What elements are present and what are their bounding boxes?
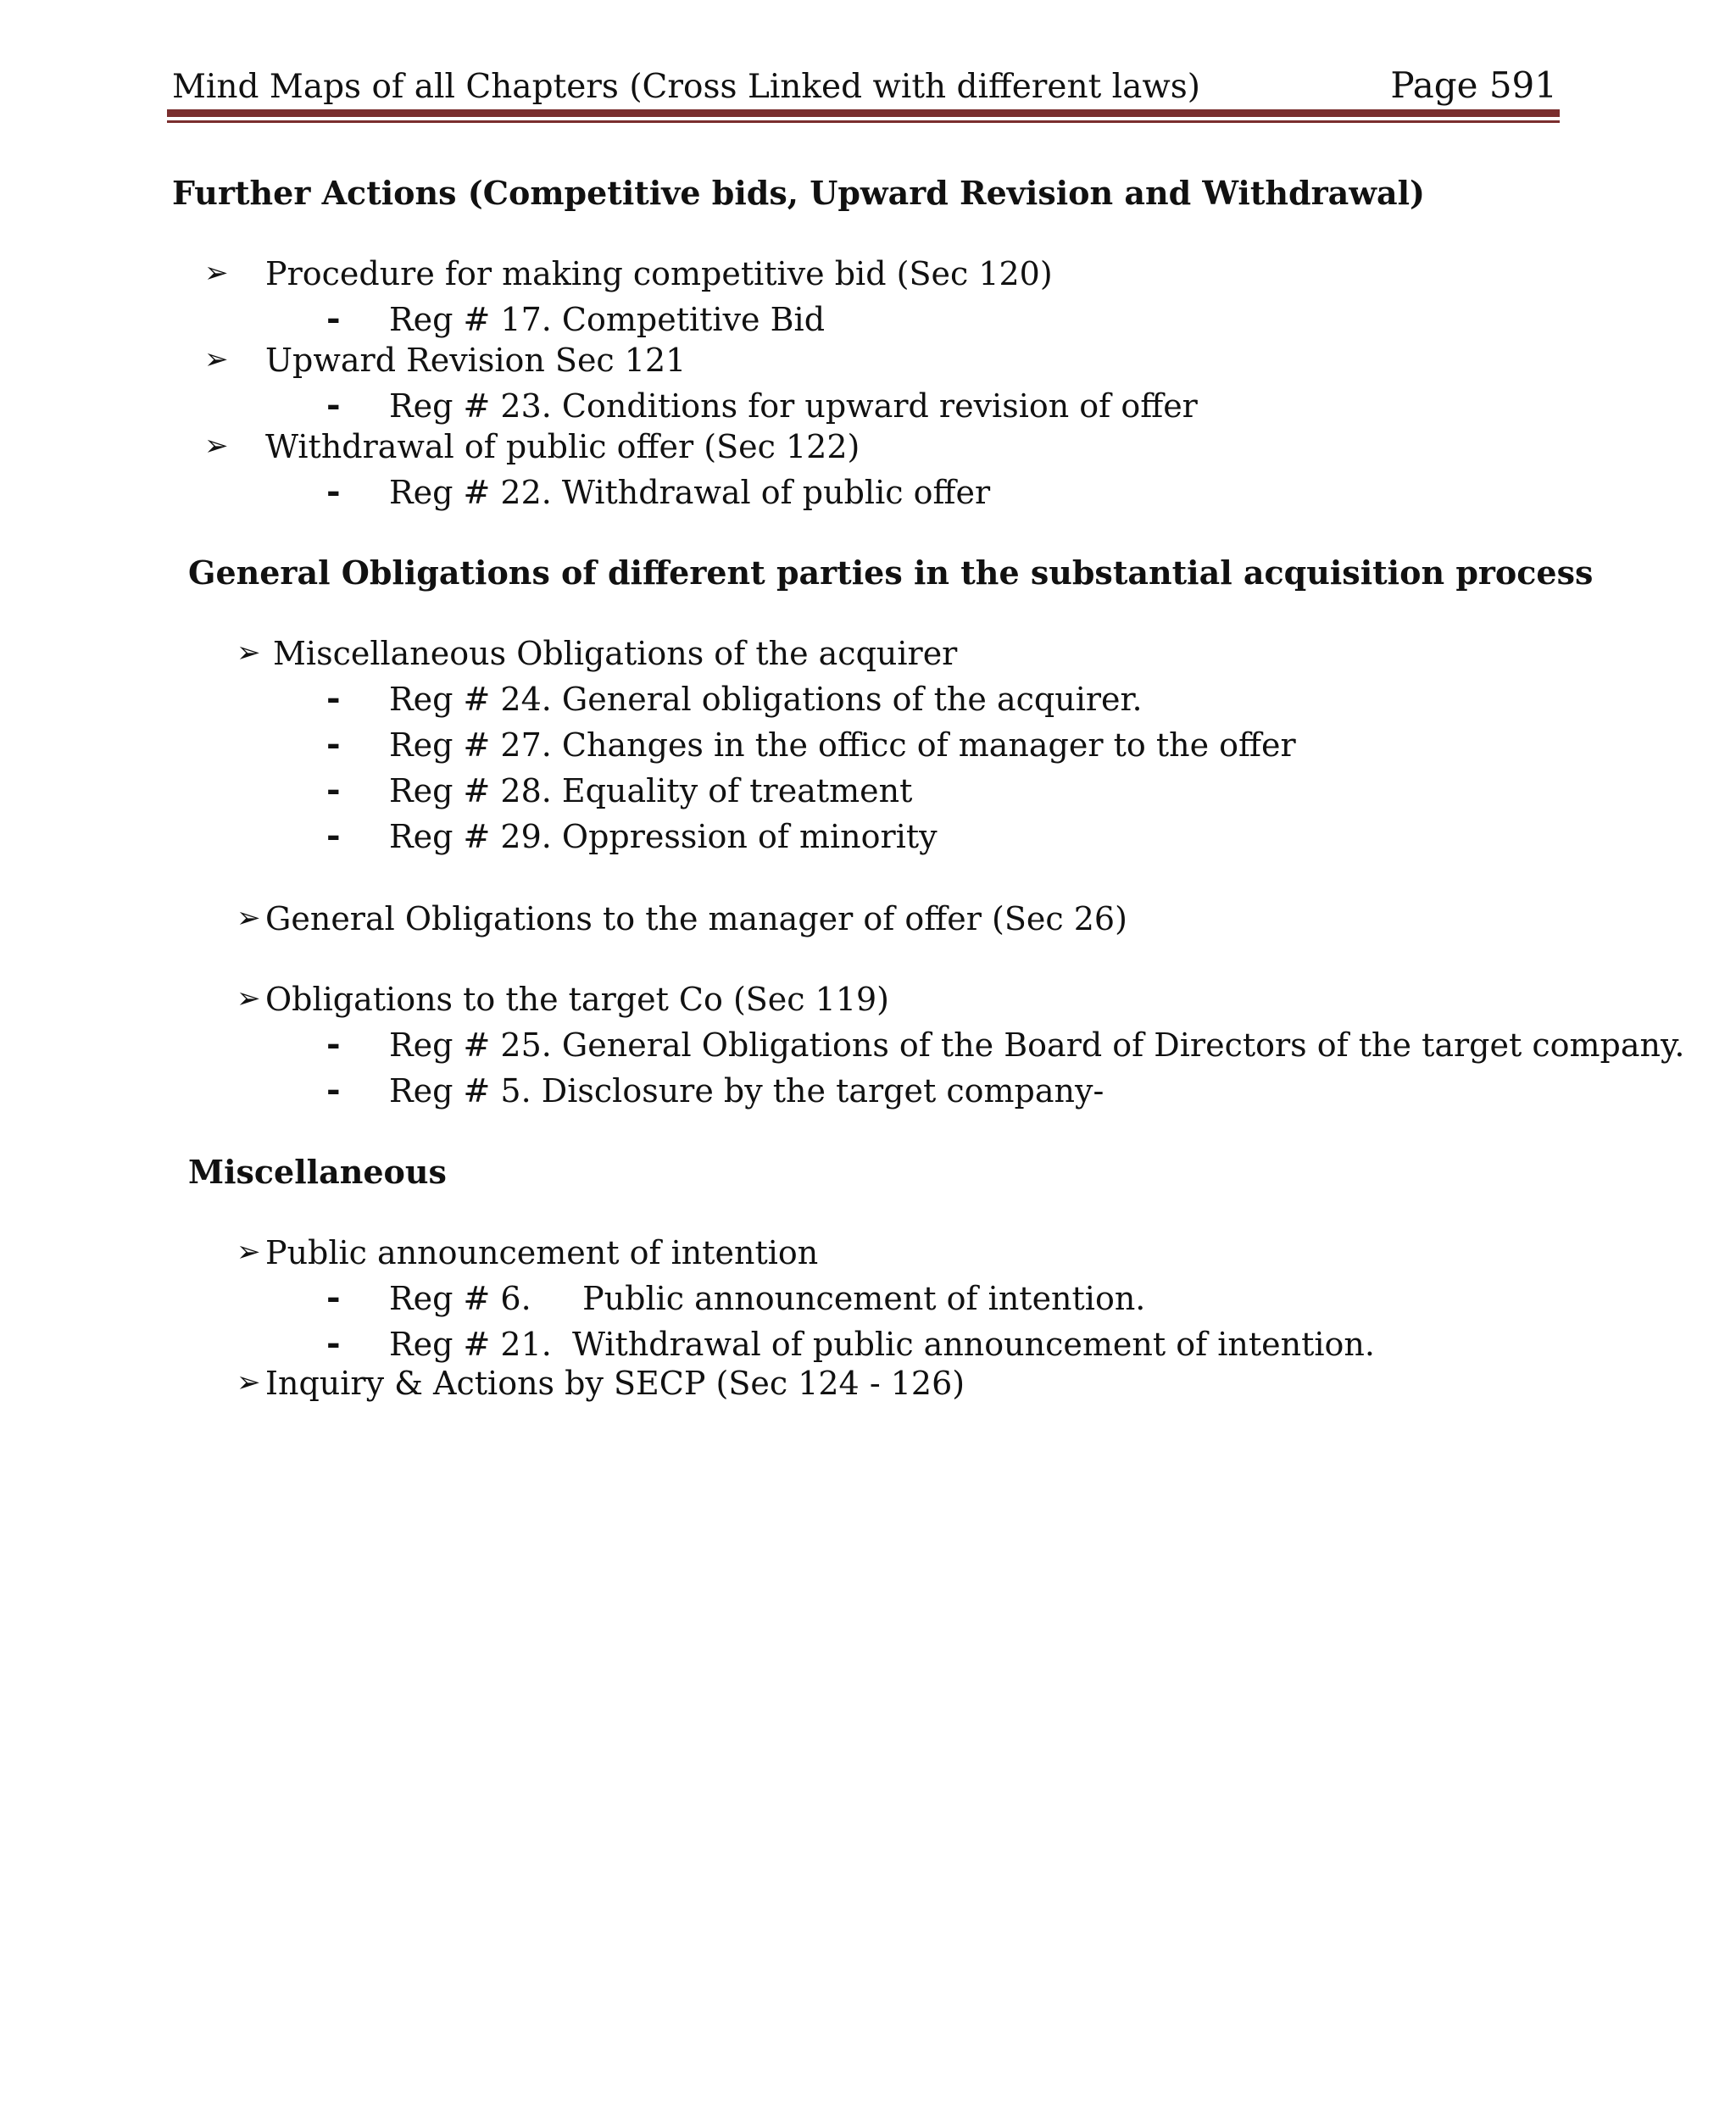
sub-list-item: Reg # 23. Conditions for upward revision of offer <box>389 387 1198 425</box>
dash-bullet-icon: - <box>326 1323 341 1363</box>
header-rule-thick <box>167 109 1560 117</box>
list-item: General Obligations to the manager of offer (Sec 26) <box>265 900 1127 937</box>
sub-list-item: Reg # 22. Withdrawal of public offer <box>389 474 991 511</box>
sub-list-item: Reg # 29. Oppression of minority <box>389 818 938 855</box>
sub-list-item: Reg # 21. Withdrawal of public announcement of intention. <box>389 1326 1375 1363</box>
dash-bullet-icon: - <box>326 1070 341 1110</box>
dash-bullet-icon: - <box>326 1277 341 1317</box>
sub-list-item: Reg # 28. Equality of treatment <box>389 772 913 809</box>
section-heading-further-actions: Further Actions (Competitive bids, Upward Revision and Withdrawal) <box>172 174 1425 212</box>
dash-bullet-icon: - <box>326 815 341 855</box>
page-number: Page 591 <box>1390 64 1557 106</box>
dash-bullet-icon: - <box>326 1024 341 1064</box>
sub-list-item: Reg # 17. Competitive Bid <box>389 301 826 338</box>
arrow-bullet-icon: ➢ <box>236 1365 261 1399</box>
section-heading-general-obligations: General Obligations of different parties in the substantial acquisition process <box>188 553 1594 592</box>
dash-bullet-icon: - <box>326 385 341 425</box>
arrow-bullet-icon: ➢ <box>236 901 261 935</box>
header-rule-thin <box>167 120 1560 123</box>
list-item: Procedure for making competitive bid (Sec 120) <box>265 255 1053 292</box>
dash-bullet-icon: - <box>326 770 341 809</box>
dash-bullet-icon: - <box>326 724 341 764</box>
arrow-bullet-icon: ➢ <box>236 982 261 1015</box>
list-item: Public announcement of intention <box>265 1234 819 1271</box>
dash-bullet-icon: - <box>326 471 341 511</box>
sub-list-item: Reg # 5. Disclosure by the target company- <box>389 1072 1104 1110</box>
list-item: Miscellaneous Obligations of the acquirer <box>273 635 958 672</box>
arrow-bullet-icon: ➢ <box>236 636 261 670</box>
arrow-bullet-icon: ➢ <box>204 342 229 376</box>
sub-list-item: Reg # 24. General obligations of the acquirer. <box>389 681 1143 718</box>
dash-bullet-icon: - <box>326 678 341 718</box>
sub-list-item: Reg # 25. General Obligations of the Board of Directors of the target company. <box>389 1026 1685 1064</box>
arrow-bullet-icon: ➢ <box>204 429 229 463</box>
dash-bullet-icon: - <box>326 298 341 338</box>
list-item: Inquiry & Actions by SECP (Sec 124 - 126) <box>265 1365 965 1402</box>
list-item: Obligations to the target Co (Sec 119) <box>265 981 890 1018</box>
sub-list-item: Reg # 6. Public announcement of intention. <box>389 1280 1146 1317</box>
arrow-bullet-icon: ➢ <box>236 1235 261 1269</box>
arrow-bullet-icon: ➢ <box>204 256 229 290</box>
sub-list-item: Reg # 27. Changes in the officc of manager to the offer <box>389 726 1296 764</box>
section-heading-miscellaneous: Miscellaneous <box>188 1153 447 1191</box>
running-header-title: Mind Maps of all Chapters (Cross Linked with different laws) <box>172 68 1201 106</box>
list-item: Withdrawal of public offer (Sec 122) <box>265 428 860 465</box>
list-item: Upward Revision Sec 121 <box>265 342 687 379</box>
